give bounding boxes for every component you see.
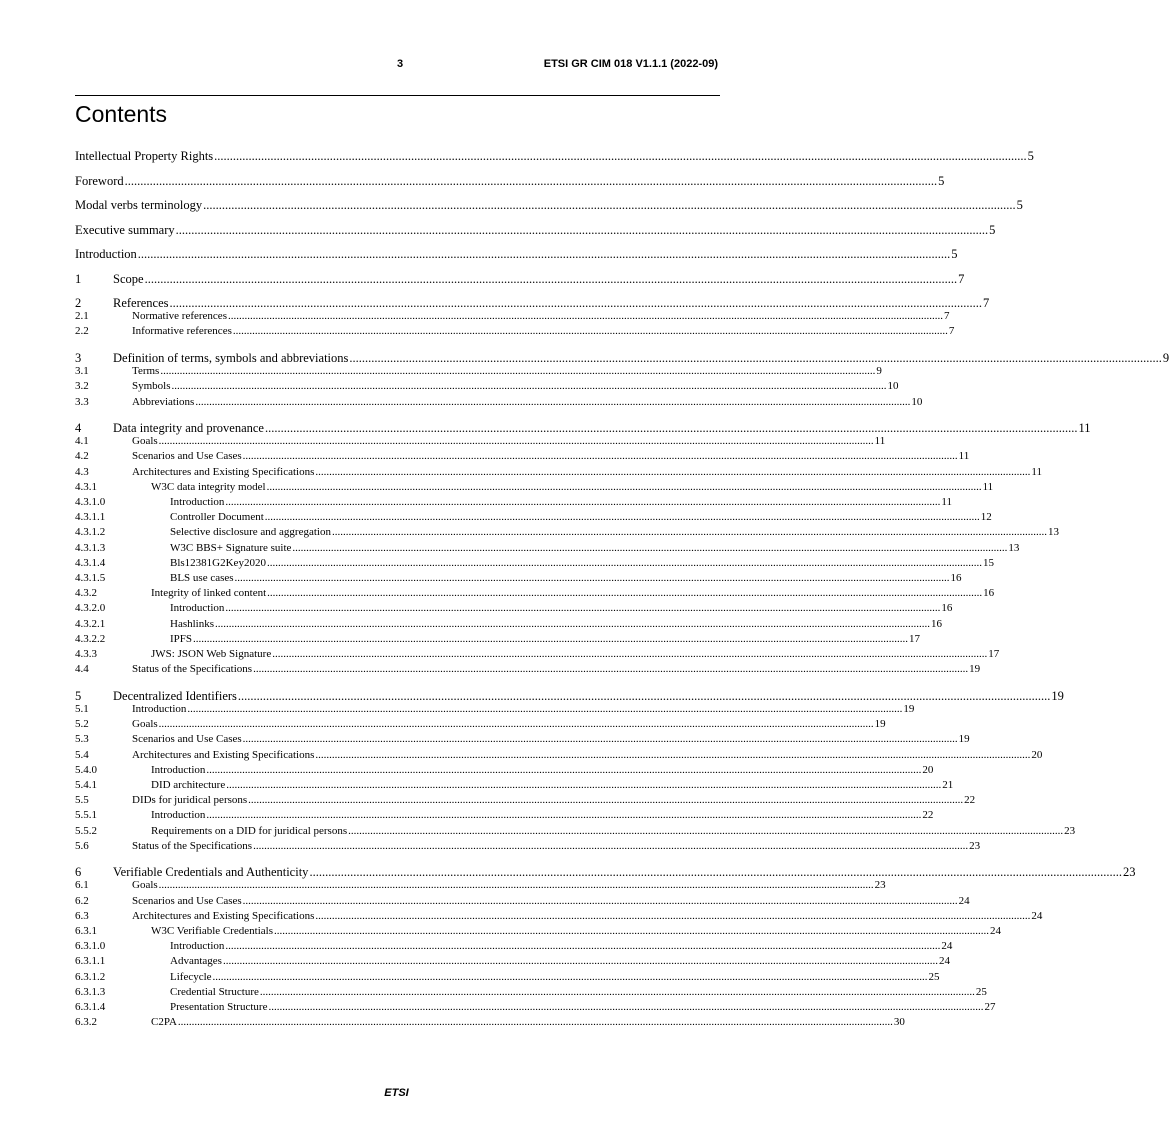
toc-dot-leader: .................................................................................................................................................................................................................................................................... (158, 718, 874, 731)
toc-dot-leader: .................................................................................................................................................................................................................................................................... (331, 526, 1047, 539)
toc-dot-leader: .................................................................................................................................................................................................................................................................... (175, 222, 989, 237)
toc-entry-number: 3.2 (75, 380, 89, 393)
toc-dot-leader: .................................................................................................................................................................................................................................................................... (268, 1001, 984, 1013)
toc-entry[interactable] (75, 1015, 905, 1030)
toc-dot-leader: .................................................................................................................................................................................................................................................................... (203, 198, 1016, 212)
toc-entry-number: 5.5.1 (75, 809, 97, 822)
toc-dot-leader: .................................................................................................................................................................................................................................................................... (232, 325, 948, 338)
toc-entry[interactable] (75, 824, 1076, 839)
toc-dot-leader: .................................................................................................................................................................................................................................................................... (158, 435, 874, 448)
toc-entry-label: Scenarios and Use Cases (132, 450, 242, 463)
toc-dot-leader: .................................................................................................................................................................................................................................................................... (195, 395, 911, 408)
toc-dot-leader: .................................................................................................................................................................................................................................................................... (267, 587, 983, 600)
toc-entry-label: Hashlinks (170, 617, 214, 630)
toc-entry-page: 13 (1047, 526, 1059, 539)
toc-entry-label: Normative references (132, 310, 227, 323)
toc-entry-page: 12 (980, 511, 992, 524)
toc-entry-label: Advantages (170, 955, 222, 968)
toc-entry-page: 15 (982, 556, 994, 569)
toc-entry[interactable] (75, 465, 1042, 480)
toc-entry-page: 19 (969, 663, 981, 676)
toc-dot-leader: .................................................................................................................................................................................................................................................................... (177, 1016, 893, 1029)
toc-entry-number: 4.3.1.2 (75, 526, 106, 539)
toc-entry-number: 4.3.1.4 (75, 556, 106, 569)
toc-entry[interactable] (75, 601, 953, 616)
toc-dot-leader: .................................................................................................................................................................................................................................................................... (266, 556, 982, 569)
toc-dot-leader: .................................................................................................................................................................................................................................................................... (264, 421, 1078, 435)
toc-dot-leader: .................................................................................................................................................................................................................................................................... (309, 865, 1122, 880)
toc-dot-leader: .................................................................................................................................................................................................................................................................... (273, 925, 989, 937)
toc-dot-leader: .................................................................................................................................................................................................................................................................... (187, 702, 903, 715)
toc-entry-label: Goals (132, 435, 158, 448)
toc-entry-label: Introduction (132, 702, 187, 715)
toc-entry-number: 4.3.1.5 (75, 572, 106, 584)
toc-entry-page: 22 (964, 794, 976, 807)
toc-dot-leader: .................................................................................................................................................................................................................................................................... (225, 602, 941, 615)
toc-entry[interactable] (75, 556, 994, 571)
toc-dot-leader: .................................................................................................................................................................................................................................................................... (272, 648, 988, 660)
document-id: ETSI GR CIM 018 V1.1.1 (2022-09) (543, 58, 718, 70)
toc-entry-page: 9 (1162, 350, 1169, 365)
toc-dot-leader: .................................................................................................................................................................................................................................................................... (242, 733, 958, 746)
toc-entry[interactable] (75, 510, 992, 525)
toc-entry[interactable] (75, 632, 921, 647)
toc-dot-leader: .................................................................................................................................................................................................................................................................... (169, 296, 983, 310)
toc-entry-page: 19 (874, 718, 886, 731)
toc-entry-page: 19 (1051, 688, 1064, 703)
toc-entry-label: W3C BBS+ Signature suite (170, 541, 292, 554)
toc-entry-label: BLS use cases (170, 572, 234, 584)
toc-entry-number: 4.3.2.2 (75, 632, 106, 645)
toc-entry-page: 20 (922, 763, 934, 776)
toc-entry-page: 16 (941, 602, 953, 615)
toc-entry[interactable] (75, 221, 996, 239)
toc-entry-page: 24 (938, 955, 950, 968)
toc-entry[interactable] (75, 586, 995, 601)
toc-entry-number: 5.4.1 (75, 778, 97, 791)
toc-entry[interactable] (75, 379, 899, 394)
toc-entry-number: 3 (75, 350, 82, 365)
toc-entry-page: 23 (1122, 865, 1136, 880)
toc-entry-page: 10 (911, 395, 923, 408)
toc-entry-number: 6.3.1.3 (75, 985, 106, 998)
toc-entry-page: 17 (909, 632, 921, 645)
toc-entry[interactable] (75, 309, 950, 324)
toc-entry-number: 3.3 (75, 395, 89, 408)
toc-dot-leader: .................................................................................................................................................................................................................................................................... (124, 173, 938, 188)
toc-entry-label: Terms (132, 365, 160, 378)
toc-dot-leader: .................................................................................................................................................................................................................................................................... (349, 350, 1162, 365)
toc-entry[interactable] (75, 878, 886, 893)
toc-entry-page: 21 (942, 778, 954, 791)
toc-entry-label: DID architecture (151, 778, 226, 791)
toc-entry-number: 6.3.1 (75, 925, 97, 937)
toc-dot-leader: .................................................................................................................................................................................................................................................................... (227, 310, 943, 323)
toc-entry-number: 4 (75, 421, 82, 435)
toc-entry[interactable] (75, 763, 934, 778)
toc-dot-leader: .................................................................................................................................................................................................................................................................... (160, 365, 876, 378)
toc-dot-leader: .................................................................................................................................................................................................................................................................... (212, 970, 928, 983)
toc-dot-leader: .................................................................................................................................................................................................................................................................... (144, 271, 958, 286)
toc-entry-label: Architectures and Existing Specifications (132, 909, 315, 922)
toc-entry[interactable] (75, 495, 952, 510)
toc-entry-page: 20 (1031, 748, 1043, 761)
toc-entry-label: Introduction (151, 763, 206, 776)
toc-entry-label: Integrity of linked content (151, 587, 267, 600)
toc-entry[interactable] (75, 541, 1020, 556)
toc-entry-label: Introduction (170, 940, 225, 953)
toc-entry[interactable] (75, 894, 970, 909)
toc-entry-page: 7 (948, 325, 955, 338)
toc-dot-leader: .................................................................................................................................................................................................................................................................... (242, 450, 958, 463)
toc-entry-page: 23 (969, 839, 981, 852)
toc-entry-number: 4.3.3 (75, 648, 97, 660)
toc-entry-number: 6.3.2 (75, 1016, 97, 1029)
toc-entry[interactable] (75, 717, 886, 732)
toc-entry-number: 4.1 (75, 435, 89, 448)
toc-entry-page: 5 (938, 173, 945, 188)
toc-entry[interactable] (75, 662, 981, 677)
toc-entry[interactable] (75, 924, 1001, 939)
toc-entry-label: Introduction (151, 809, 206, 822)
toc-dot-leader: .................................................................................................................................................................................................................................................................... (264, 511, 980, 524)
toc-entry-page: 7 (943, 310, 950, 323)
toc-entry-page: 5 (1016, 198, 1023, 212)
toc-entry-number: 6.1 (75, 879, 89, 892)
toc-entry-label: Status of the Specifications (132, 663, 253, 676)
toc-entry[interactable] (75, 732, 970, 747)
toc-entry-number: 5.3 (75, 733, 89, 746)
toc-dot-leader: .................................................................................................................................................................................................................................................................... (266, 480, 982, 493)
toc-entry[interactable] (75, 909, 1043, 924)
toc-dot-leader: .................................................................................................................................................................................................................................................................... (315, 748, 1031, 761)
toc-entry-label: Introduction (170, 602, 225, 615)
toc-entry-page: 17 (988, 648, 1000, 660)
toc-entry-page: 13 (1008, 541, 1020, 554)
toc-entry-page: 11 (1031, 465, 1042, 478)
toc-dot-leader: .................................................................................................................................................................................................................................................................... (253, 839, 969, 852)
toc-entry-page: 11 (941, 496, 952, 508)
toc-entry-page: 19 (903, 702, 915, 715)
toc-entry-label: Scenarios and Use Cases (132, 733, 242, 746)
toc-entry-page: 30 (893, 1016, 905, 1029)
toc-entry-label: Modal verbs terminology (75, 198, 203, 212)
toc-entry-number: 3.1 (75, 365, 89, 378)
toc-dot-leader: .................................................................................................................................................................................................................................................................... (215, 617, 930, 630)
toc-entry-page: 7 (958, 271, 965, 286)
toc-entry-label: Lifecycle (170, 970, 212, 983)
toc-entry-label: Requirements on a DID for juridical persons (151, 824, 348, 837)
toc-dot-leader: .................................................................................................................................................................................................................................................................... (237, 688, 1051, 703)
toc-entry[interactable] (75, 245, 958, 263)
toc-entry-label: Status of the Specifications (132, 839, 253, 852)
toc-entry[interactable] (75, 954, 950, 969)
toc-entry-label: Informative references (132, 325, 232, 338)
toc-entry[interactable] (75, 364, 882, 379)
toc-entry-label: Goals (132, 718, 158, 731)
footer-etsi: ETSI (384, 1087, 409, 1099)
toc-dot-leader: .................................................................................................................................................................................................................................................................... (193, 632, 909, 645)
toc-entry[interactable] (75, 839, 981, 854)
toc-dot-leader: .................................................................................................................................................................................................................................................................... (292, 541, 1008, 554)
toc-entry-number: 4.3.2 (75, 587, 97, 600)
toc-entry-label: Intellectual Property Rights (75, 149, 214, 163)
toc-entry[interactable] (75, 617, 942, 632)
toc-entry-label: Decentralized Identifiers (113, 688, 237, 703)
toc-entry-label: Executive summary (75, 222, 175, 237)
toc-entry[interactable] (75, 480, 994, 495)
page-title: Contents (75, 101, 168, 127)
toc-entry-page: 11 (982, 480, 994, 493)
toc-entry-page: 22 (922, 809, 934, 822)
toc-entry-page: 11 (958, 450, 970, 463)
toc-entry[interactable] (75, 147, 1034, 165)
toc-entry-page: 24 (989, 925, 1001, 937)
toc-entry-label: JWS: JSON Web Signature (151, 648, 272, 660)
toc-entry-number: 6.3.1.2 (75, 970, 106, 983)
toc-entry-number: 1 (75, 271, 82, 286)
toc-entry[interactable] (75, 434, 886, 449)
toc-entry-page: 5 (989, 222, 996, 237)
toc-entry[interactable] (75, 778, 954, 793)
toc-entry[interactable] (75, 395, 923, 410)
toc-entry[interactable] (75, 702, 915, 717)
toc-entry-label: References (113, 296, 169, 310)
toc-entry-page: 16 (931, 617, 942, 630)
toc-entry[interactable] (75, 525, 1059, 540)
toc-entry-number: 4.3.2.1 (75, 617, 106, 630)
toc-entry-label: Symbols (132, 380, 171, 393)
toc-dot-leader: .................................................................................................................................................................................................................................................................... (222, 955, 938, 968)
toc-dot-leader: .................................................................................................................................................................................................................................................................... (206, 763, 922, 776)
toc-entry[interactable] (75, 748, 1043, 763)
toc-entry-page: 7 (983, 296, 990, 310)
toc-entry-number: 5.4 (75, 748, 89, 761)
toc-dot-leader: .................................................................................................................................................................................................................................................................... (348, 824, 1064, 837)
toc-entry-number: 5.2 (75, 718, 89, 731)
toc-entry-page: 27 (984, 1001, 996, 1013)
toc-entry-page: 25 (975, 985, 987, 998)
toc-entry-page: 16 (983, 587, 995, 600)
toc-entry-number: 6.3.1.0 (75, 940, 106, 953)
toc-entry-number: 2.1 (75, 310, 89, 323)
toc-entry[interactable] (75, 939, 953, 954)
toc-entry-label: Abbreviations (132, 395, 195, 408)
toc-entry[interactable] (75, 808, 934, 823)
toc-entry[interactable] (75, 647, 1000, 662)
toc-entry-number: 6.3.1.1 (75, 955, 106, 968)
toc-dot-leader: .................................................................................................................................................................................................................................................................... (225, 940, 941, 953)
toc-entry-label: Presentation Structure (170, 1001, 268, 1013)
toc-entry-page: 5 (1027, 149, 1034, 163)
toc-dot-leader: .................................................................................................................................................................................................................................................................... (214, 149, 1027, 163)
toc-entry[interactable] (75, 324, 955, 339)
toc-entry-label: Architectures and Existing Specifications (132, 748, 315, 761)
toc-entry-label: Selective disclosure and aggregation (170, 526, 331, 539)
toc-dot-leader: .................................................................................................................................................................................................................................................................... (259, 985, 975, 998)
toc-entry-label: W3C data integrity model (151, 480, 266, 493)
toc-entry-page: 23 (1064, 824, 1076, 837)
toc-entry-label: Credential Structure (170, 985, 259, 998)
toc-entry-label: DIDs for juridical persons (132, 794, 248, 807)
toc-entry[interactable] (75, 270, 965, 288)
toc-entry-page: 5 (951, 247, 958, 261)
toc-entry-number: 5.5.2 (75, 824, 97, 837)
toc-entry-number: 4.4 (75, 663, 89, 676)
toc-entry[interactable] (75, 970, 940, 985)
toc-entry-page: 23 (874, 879, 886, 892)
toc-entry-page: 11 (1078, 421, 1091, 435)
toc-entry-label: Bls12381G2Key2020 (170, 556, 266, 569)
toc-entry-number: 2 (75, 296, 82, 310)
toc-entry[interactable] (75, 196, 1023, 214)
toc-entry-number: 4.3.1 (75, 480, 97, 493)
toc-dot-leader: .................................................................................................................................................................................................................................................................... (137, 247, 951, 261)
toc-entry-number: 4.3.1.3 (75, 541, 106, 554)
toc-entry-number: 6.3 (75, 909, 89, 922)
toc-entry[interactable] (75, 1000, 996, 1015)
toc-entry-label: IPFS (170, 632, 193, 645)
toc-entry-label: C2PA (151, 1016, 177, 1029)
toc-entry[interactable] (75, 172, 945, 190)
toc-dot-leader: .................................................................................................................................................................................................................................................................... (315, 909, 1031, 922)
toc-entry-number: 5.5 (75, 794, 89, 807)
toc-entry-number: 5.1 (75, 702, 89, 715)
header-rule (75, 95, 720, 96)
toc-entry-number: 4.3.2.0 (75, 602, 106, 615)
toc-dot-leader: .................................................................................................................................................................................................................................................................... (206, 809, 922, 822)
toc-entry-page: 19 (958, 733, 970, 746)
toc-entry[interactable] (75, 571, 962, 586)
toc-entry-number: 6.2 (75, 894, 89, 907)
toc-entry-label: Architectures and Existing Specifications (132, 465, 315, 478)
toc-entry-label: W3C Verifiable Credentials (151, 925, 273, 937)
toc-entry-number: 4.2 (75, 450, 89, 463)
toc-entry-label: Introduction (75, 247, 137, 261)
toc-entry-number: 4.3.1.1 (75, 511, 106, 524)
toc-entry-number: 5.6 (75, 839, 89, 852)
toc-entry-page: 16 (950, 572, 962, 584)
toc-entry-label: Introduction (170, 496, 225, 508)
toc-entry-page: 25 (928, 970, 940, 983)
toc-entry-label: Data integrity and provenance (113, 421, 264, 435)
toc-entry-page: 11 (874, 435, 886, 448)
toc-entry-label: Scenarios and Use Cases (132, 894, 242, 907)
toc-dot-leader: .................................................................................................................................................................................................................................................................... (253, 663, 969, 676)
toc-entry[interactable] (75, 793, 976, 808)
toc-dot-leader: .................................................................................................................................................................................................................................................................... (158, 879, 874, 892)
toc-entry-page: 9 (876, 365, 882, 378)
toc-entry-page: 24 (958, 894, 970, 907)
toc-dot-leader: .................................................................................................................................................................................................................................................................... (226, 778, 942, 791)
toc-dot-leader: .................................................................................................................................................................................................................................................................... (248, 794, 964, 807)
toc-entry-label: Definition of terms, symbols and abbreviations (113, 350, 349, 365)
toc-entry-number: 4.3 (75, 465, 89, 478)
toc-entry-number: 2.2 (75, 325, 89, 338)
toc-entry-label: Controller Document (170, 511, 264, 524)
toc-entry-page: 10 (887, 380, 899, 393)
toc-entry-label: Scope (113, 271, 144, 286)
toc-entry-page: 24 (1031, 909, 1043, 922)
toc-dot-leader: .................................................................................................................................................................................................................................................................... (315, 465, 1031, 478)
toc-entry-number: 5.4.0 (75, 763, 97, 776)
toc-entry-number: 4.3.1.0 (75, 496, 106, 508)
toc-entry-page: 24 (941, 940, 953, 953)
toc-entry-label: Goals (132, 879, 158, 892)
toc-entry-label: Foreword (75, 173, 124, 188)
toc-dot-leader: .................................................................................................................................................................................................................................................................... (171, 380, 887, 393)
toc-entry-label: Verifiable Credentials and Authenticity (113, 865, 309, 880)
toc-entry[interactable] (75, 449, 970, 464)
toc-entry-number: 6.3.1.4 (75, 1001, 106, 1013)
toc-entry-number: 5 (75, 688, 82, 703)
toc-dot-leader: .................................................................................................................................................................................................................................................................... (225, 496, 941, 508)
toc-dot-leader: .................................................................................................................................................................................................................................................................... (242, 894, 958, 907)
page-number: 3 (396, 58, 404, 70)
toc-dot-leader: .................................................................................................................................................................................................................................................................... (234, 572, 950, 584)
toc-entry[interactable] (75, 985, 987, 1000)
toc-entry-number: 6 (75, 865, 82, 880)
